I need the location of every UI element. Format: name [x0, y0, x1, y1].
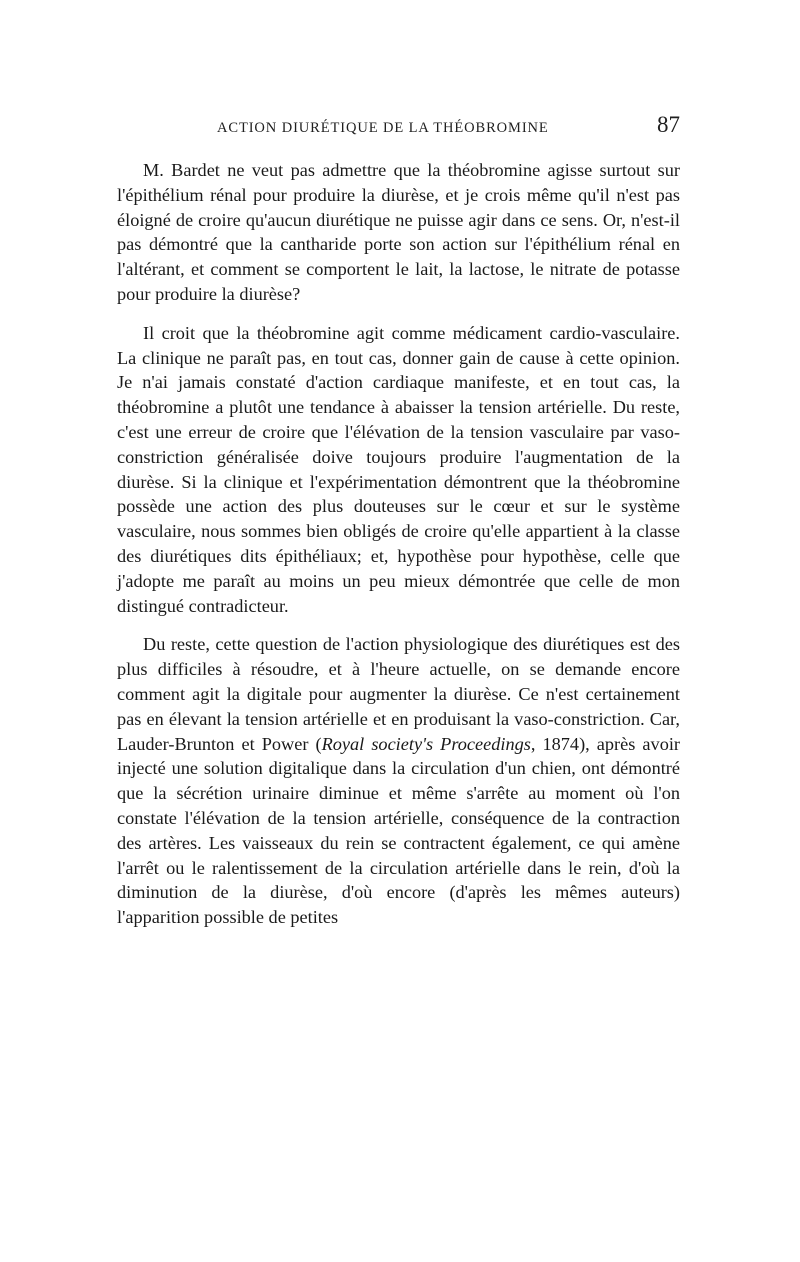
- paragraph-3-text-after-citation: , 1874), après avoir injecté une solution digitalique dans la circulation d'un chien, ont démontré que la sécrétion urinaire diminue et même s'arrête au moment où l'on constate l'élévation de la tension artérielle, conséquence de la contraction des artères. Les vaisseaux du rein se contractent également, ce qui amène l'arrêt ou le ralentissement de la circulation artérielle dans le rein, d'où la diminution de la diurèse, d'où encore (d'après les mêmes auteurs) l'apparition possible de petites: [117, 733, 680, 928]
- paragraph-3: [117, 632, 680, 930]
- body-text: [117, 158, 680, 930]
- paragraph-2: Il croit que la théobromine agit comme médicament cardio-vasculaire. La clinique ne paraît pas, en tout cas, donner gain de cause à cette opinion. Je n'ai jamais constaté d'action cardiaque manifeste, et en tout cas, la théobromine a plutôt une tendance à abaisser la tension artérielle. Du reste, c'est une erreur de croire que l'élévation de la tension vasculaire par vaso-constriction généralisée doive toujours produire l'augmentation de la diurèse. Si la clinique et l'expérimentation démontrent que la théobromine possède une action des plus douteuses sur le cœur et sur le système vasculaire, nous sommes bien obligés de croire qu'elle appartient à la classe des diurétiques dits épithéliaux; et, hypothèse pour hypothèse, celle que j'adopte me paraît au moins un peu mieux démontrée que celle de mon distingué contradicteur.: [117, 322, 680, 616]
- book-page: [117, 112, 680, 930]
- running-title: ACTION DIURÉTIQUE DE LA THÉOBROMINE: [217, 120, 549, 136]
- running-head: [117, 112, 680, 148]
- paragraph-3-text-before-citation: Du reste, cette question de l'action physiologique des diurétiques est des plus difficiles à résoudre, et à l'heure actuelle, on se demande encore comment agit la digitale pour augmenter la diurèse. Ce n'est certainement pas en élevant la tension artérielle et en produisant la vaso-constriction. Car, Lauder-Brunton et Power (: [117, 634, 680, 754]
- paragraph-1: M. Bardet ne veut pas admettre que la théobromine agisse surtout sur l'épithélium rénal pour produire la diurèse, et je crois même qu'il n'est pas éloigné de croire qu'aucun diurétique ne puisse agir dans ce sens. Or, n'est-il pas démontré que la cantharide porte son action sur l'épithélium rénal en l'altérant, et comment se comportent le lait, la lactose, le nitrate de potasse pour produire la diurèse?: [117, 160, 680, 304]
- page-number: 87: [657, 112, 680, 137]
- journal-citation: Royal society's Proceedings: [321, 733, 531, 754]
